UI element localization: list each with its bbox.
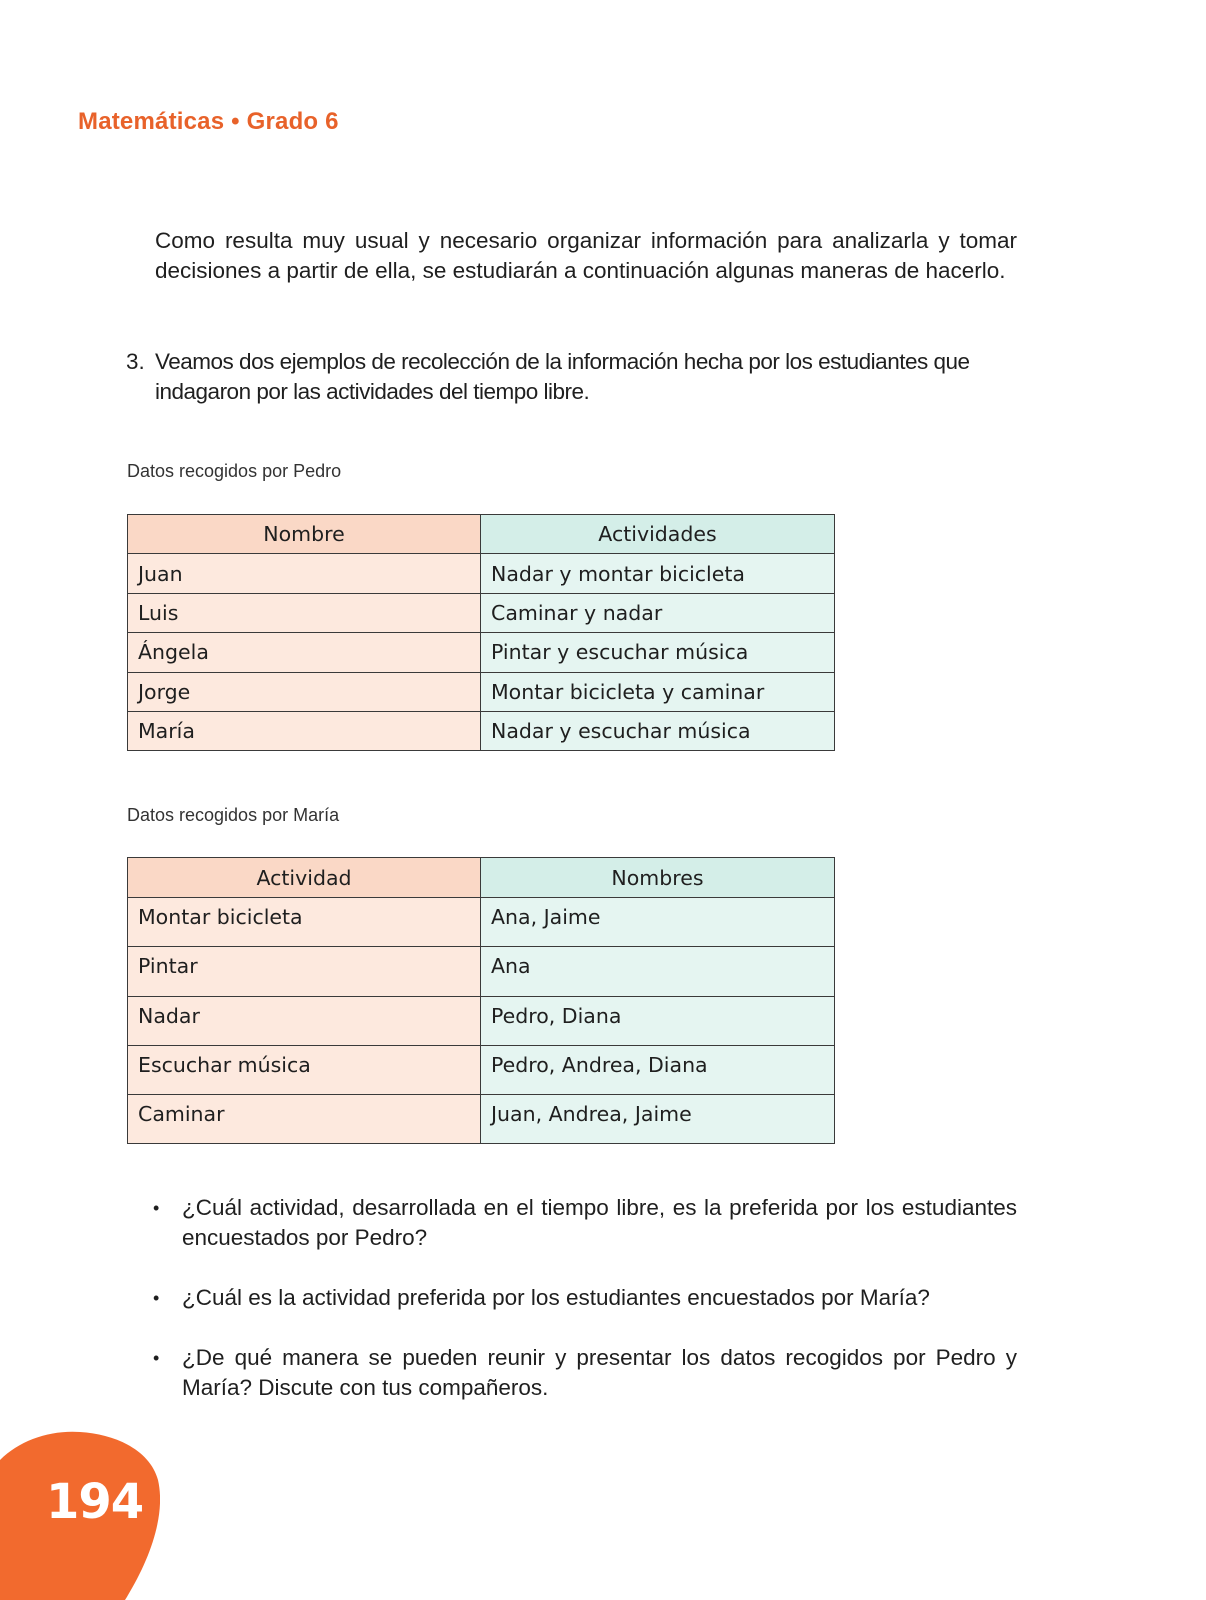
question-list [153,1193,1017,1433]
table-header-row [128,515,835,554]
list-item [153,1343,1017,1403]
table-cell: María [128,711,481,750]
table-cell: Nadar [128,996,481,1045]
question-text: ¿Cuál es la actividad preferida por los estudiantes encuestados por María? [182,1285,930,1310]
question-text: ¿De qué manera se pueden reunir y presentar los datos recogidos por Pedro y María? Discute con tus compañeros. [182,1345,1017,1400]
table-cell: Jorge [128,672,481,711]
table-cell: Escuchar música [128,1045,481,1094]
table-cell: Caminar [128,1095,481,1144]
bullet-icon: • [153,1288,160,1308]
item-text: Veamos dos ejemplos de recolección de la información hecha por los estudiantes que indagaron por las actividades del tiempo libre. [155,349,970,404]
table-row [128,633,835,672]
table-cell: Pintar y escuchar música [481,633,835,672]
column-header-actividades: Actividades [481,515,835,554]
table-row [128,711,835,750]
page-header-title: Matemáticas • Grado 6 [78,108,339,135]
table-cell: Luis [128,593,481,632]
table-cell: Pintar [128,947,481,996]
table-cell: Pedro, Andrea, Diana [481,1045,835,1094]
question-text: ¿Cuál actividad, desarrollada en el tiempo libre, es la preferida por los estudiantes encuestados por Pedro? [182,1195,1017,1250]
list-item [153,1193,1017,1253]
table-row [128,898,835,947]
table-cell: Caminar y nadar [481,593,835,632]
table-header-row [128,858,835,898]
list-item [153,1283,1017,1313]
column-header-nombre: Nombre [128,515,481,554]
table-cell: Nadar y montar bicicleta [481,554,835,593]
table-cell: Juan, Andrea, Jaime [481,1095,835,1144]
table-row [128,1045,835,1094]
table-row [128,947,835,996]
table-cell: Montar bicicleta [128,898,481,947]
table-cell: Ana [481,947,835,996]
column-header-nombres: Nombres [481,858,835,898]
table-pedro-caption: Datos recogidos por Pedro [127,461,342,481]
table-row [128,554,835,593]
table-row [128,1095,835,1144]
table-row [128,996,835,1045]
table-cell: Ángela [128,633,481,672]
page-number: 194 [46,1474,144,1530]
bullet-icon: • [153,1198,160,1218]
table-maria [127,857,835,1144]
item-number: 3. [126,349,145,374]
table-cell: Juan [128,554,481,593]
table-cell: Pedro, Diana [481,996,835,1045]
table-cell: Ana, Jaime [481,898,835,947]
table-pedro [127,514,835,751]
table-cell: Nadar y escuchar música [481,711,835,750]
column-header-actividad: Actividad [128,858,481,898]
table-cell: Montar bicicleta y caminar [481,672,835,711]
table-row [128,593,835,632]
table-maria-caption: Datos recogidos por María [127,805,340,825]
intro-paragraph: Como resulta muy usual y necesario organizar información para analizarla y tomar decisiones a partir de ella, se estudiarán a continuación algunas maneras de hacerlo. [155,228,1017,283]
table-row [128,672,835,711]
bullet-icon: • [153,1348,160,1368]
